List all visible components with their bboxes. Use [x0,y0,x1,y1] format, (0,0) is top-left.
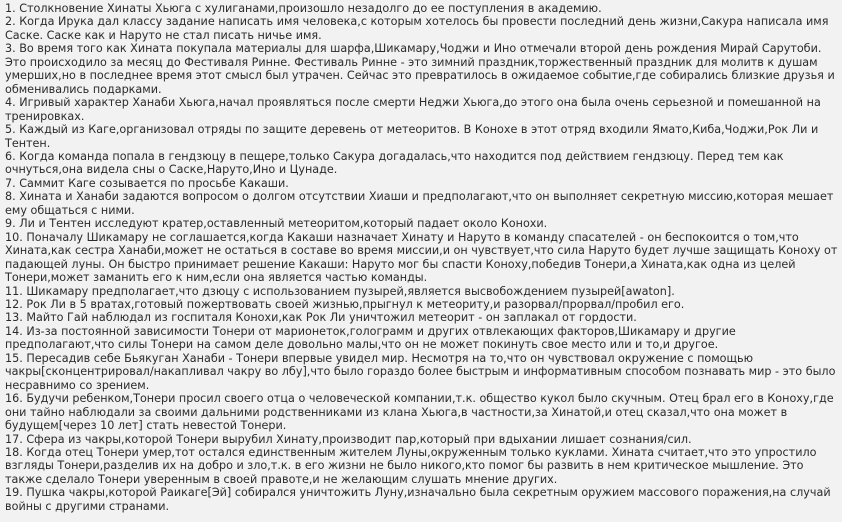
fact-item-2: 2. Когда Ирука дал классу задание написать имя человека,с которым хотелось бы провести последний день жизни,Сакура написала имя Саске. Саске как и Наруто не стал писать ничье имя. [5,15,829,42]
fact-item-17: 17. Сфера из чакры,которой Тонери вырубил Хинату,производит пар,который при вдыхании лишает сознания/сил. [5,432,692,446]
fact-item-15: 15. Пересадив себе Бьякуган Ханаби - Тонери впервые увидел мир. Несмотря на то,что он чувствовал окружение с помощью чакры[сконцентрировал/накапливал чакру во лбу],что было гораздо более быстрым и информативным способом познавать мир - это было несравнимо со зрением. [5,351,836,392]
fact-item-7: 7. Саммит Каге созывается по просьбе Какаши. [5,176,289,190]
fact-item-19: 19. Пушка чакры,которой Раикаге[Эй] собирался уничтожить Луну,изначально была секретным оружием массового поражения,на случай войны с другими странами. [5,486,831,513]
fact-item-4: 4. Игривый характер Ханаби Хьюга,начал проявляться после смерти Неджи Хьюга,до этого она была очень серьезной и помешанной на тренировках. [5,96,821,123]
fact-item-8: 8. Хината и Ханаби задаются вопросом о долгом отсутствии Хиаши и предполагают,что он выполняет секретную миссию,которая мешает ему общаться с ними. [5,190,834,217]
fact-item-1: 1. Столкновение Хинаты Хьюга с хулиганами,произошло незадолго до ее поступления в академию. [5,2,602,15]
fact-item-5: 5. Каждый из Каге,организовал отряды по защите деревень от метеоритов. В Конохе в этот отряд входили Ямато,Киба,Чоджи,Рок Ли и Тентен. [5,123,819,150]
fact-item-11: 11. Шикамару предполагает,что дзюцу с использованием пузырей,является высвобождением пузырей[awaton]. [5,284,675,298]
fact-item-10: 10. Поначалу Шикамару не соглашается,когда Какаши назначает Хинату и Наруто в команду спасателей - он беспокоится о том,что Хината,как сестра Ханаби,может не остаться в составе во время миссии,и он чувствует,что сила Наруто будет лучше защищать Коноху от падающей луны. Он быстро принимает решение Какаши: Наруто мог бы спасти Коноху,победив Тонери,а Хината,как одна из целей Тонери,может заманить его к ним,если она является частью команды. [5,230,838,285]
fact-item-6: 6. Когда команда попала в гендзюцу в пещере,только Сакура догадалась,что находится под действием гендзюцу. Перед тем как очнуться,она видела сны о Саске,Наруто,Ино и Цунаде. [5,149,784,177]
fact-item-14: 14. Из-за постоянной зависимости Тонери от марионеток,голограмм и других отвлекающих факторов,Шикамару и другие предполагают,что силы Тонери на самом деле довольно малы,что он не может покинуть свое место или и то,и другое. [5,324,736,352]
fact-item-13: 13. Майто Гай наблюдал из госпиталя Конохи,как Рок Ли уничтожил метеорит - он заплакал от гордости. [5,311,637,325]
fact-item-9: 9. Ли и Тентен исследуют кратер,оставленный метеоритом,который падает около Конохи. [5,217,548,231]
fact-item-3: 3. Во время того как Хината покупала материалы для шарфа,Шикамару,Чоджи и Ино отмечали второй день рождения Мирай Сарутоби. Это происходило за месяц до Фестиваля Ринне. Фестиваль Ринне - это зимний праздник,торжественный праздник для молитв к душам умерших,но в последнее время этот смысл был утрачен. Сейчас это превратилось в ожидаемое событие,где собирались близкие друзья и обменивались подарками. [5,42,835,96]
fact-item-16: 16. Будучи ребенком,Тонери просил своего отца о человеческой компании,т.к. общество кукол было скучным. Отец брал его в Коноху,где они тайно наблюдали за своими дальними родственниками из клана Хьюга,в частности,за Хинатой,и отец сказал,что она может в будущем[через 10 лет] стать невестой Тонери. [5,392,834,433]
fact-item-18: 18. Когда отец Тонери умер,тот остался единственным жителем Луны,окруженным только куклами. Хината считает,что это упростило взгляды Тонери,разделив их на добро и зло,т.к. в его жизни не было никого,кто помог бы развить в нем критическое мышление. Это также сделало Тонери уверенным в своей правоте,и не желающим слушать мнение других. [5,445,817,486]
fact-item-12: 12. Рок Ли в 5 вратах,готовый пожертвовать своей жизнью,прыгнул к метеориту,и разорвал/прорвал/пробил его. [5,297,685,311]
